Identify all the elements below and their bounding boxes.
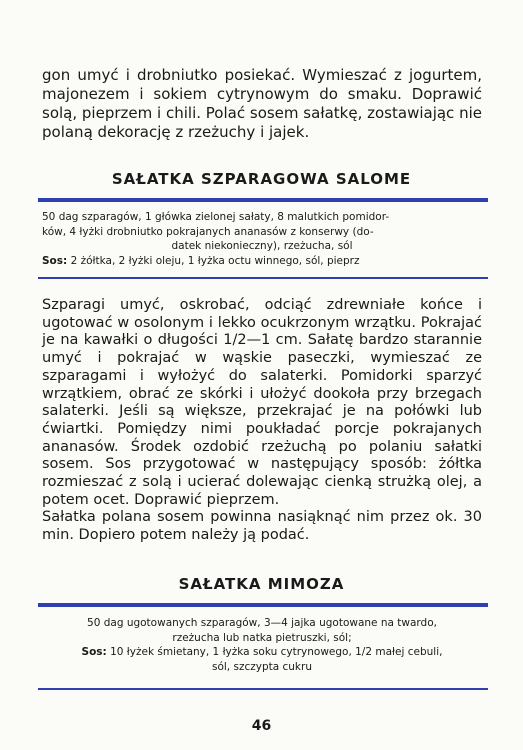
- recipe1-method-p2: Sałatka polana sosem powinna nasiąknąć nim przez ok. 30 min. Dopiero potem należy ją podać.: [42, 509, 482, 544]
- recipe1-sauce-label: Sos:: [42, 254, 68, 267]
- page-number: 46: [251, 718, 272, 734]
- recipe2-sauce-text: 10 łyżek śmietany, 1 łyżka soku cytrynowego, 1/2 małej cebuli,: [106, 646, 443, 658]
- recipe1-sauce: [42, 254, 482, 269]
- recipe1-ingredients-line3: datek niekonieczny), rzeżucha, sól: [171, 240, 353, 252]
- recipe2-sauce: [42, 645, 482, 660]
- recipe2-ingredients-line2: rzeżucha lub natka pietruszki, sól;: [172, 631, 352, 644]
- recipe2-sauce-label: Sos:: [81, 646, 107, 658]
- recipe1-method: [42, 297, 482, 545]
- intro-text: gon umyć i drobniutko posiekać. Wymieszać z jogurtem, majonezem i sokiem cytrynowym do smaku. Doprawić solą, pieprzem i chili. Polać sosem sałatkę, zostawiając nie polaną dekorację z rzeżuchy i jajek.: [42, 66, 482, 141]
- recipe2-top-bar: [38, 603, 488, 607]
- recipe1-sauce-text: 2 żółtka, 2 łyżki oleju, 1 łyżka octu winnego, sól, pieprz: [67, 254, 360, 267]
- intro-paragraph: [42, 66, 482, 142]
- recipe1-ingredients-line1: 50 dag szparagów, 1 główka zielonej sałaty, 8 malutkich pomidor-: [42, 211, 390, 223]
- recipe2-ingredients-line1: 50 dag ugotowanych szparagów, 3—4 jajka ugotowane na twardo,: [87, 617, 437, 629]
- recipe2-bottom-bar: [38, 688, 488, 690]
- recipe2-title: SAŁATKA MIMOZA: [178, 575, 345, 593]
- recipe1-top-bar: [38, 198, 488, 202]
- recipe1-bottom-bar: [38, 277, 488, 279]
- recipe2-ingredients: [42, 616, 482, 674]
- recipe1-ingredients-line2: ków, 4 łyżki drobniutko pokrajanych ananasów z konserwy (do-: [42, 225, 374, 238]
- recipe1-method-p1: Szparagi umyć, oskrobać, odciąć zdrewniałe końce i ugotować w osolonym i lekko ocukrzonym wrzątku. Pokrajać je na kawałki o długości 1/2—1 cm. Sałatę bardzo starannie umyć i pokrajać w wąskie paseczki, wymieszać ze szparagami i wyłożyć do salaterki. Pomidorki sparzyć wrzątkiem, obrać ze skórki i ułożyć dookoła przy brzegach salaterki. Jeśli są większe, przekrajać je na połówki lub ćwiartki. Pomiędzy nimi poukładać porcje pokrajanych ananasów. Środek ozdobić rzeżuchą po polaniu sałatki sosem. Sos przygotować w następujący sposób: żółtka rozmieszać z solą i ucierać dolewając cienką strużką olej, a potem ocet. Doprawić pieprzem.: [42, 297, 482, 508]
- recipe1-ingredients: [42, 210, 482, 268]
- recipe1-title: SAŁATKA SZPARAGOWA SALOME: [111, 170, 412, 188]
- recipe2-sauce-line2: sól, szczypta cukru: [211, 660, 312, 673]
